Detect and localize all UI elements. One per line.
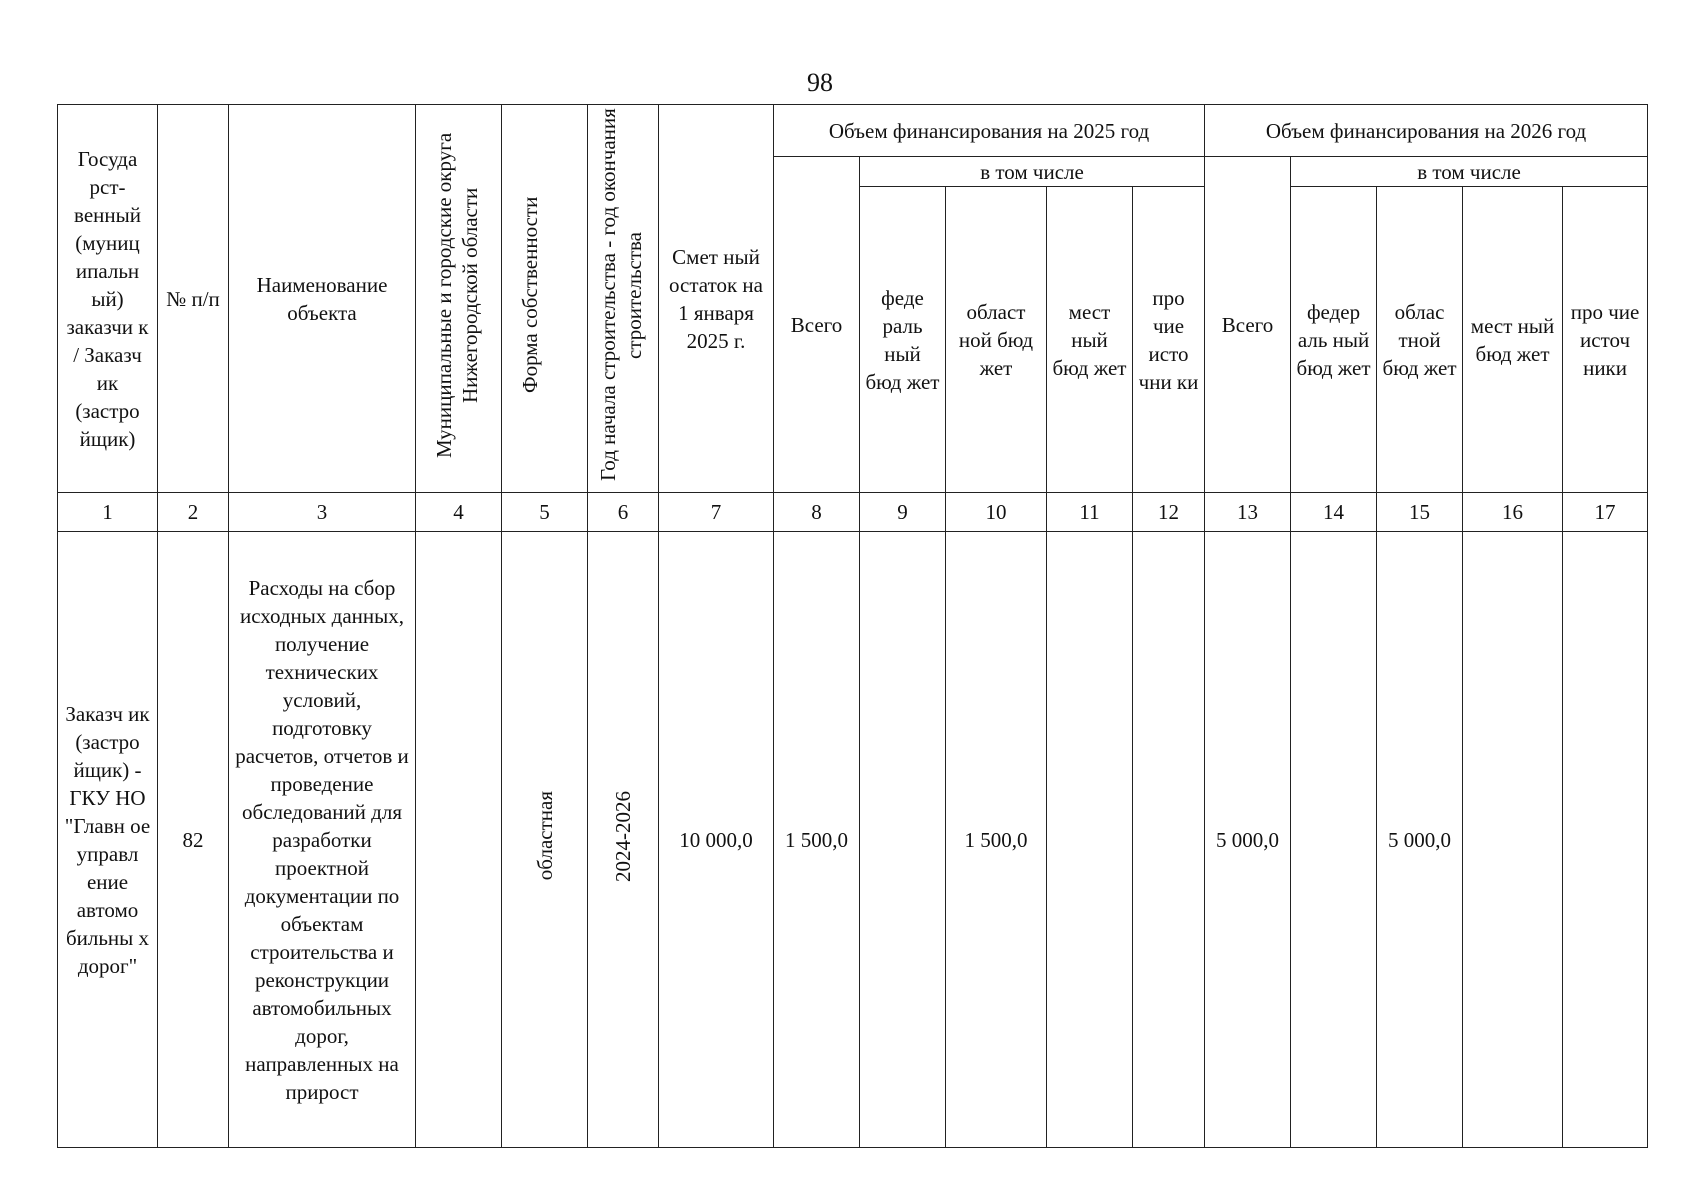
header-years: Год начала строительства - год окончания строительства [588,105,659,493]
cell-total-2025: 1 500,0 [774,532,860,1148]
page-number: 98 [807,68,833,97]
column-number: 3 [229,493,416,532]
column-number: 11 [1047,493,1133,532]
header-federal-2026: федер аль ный бюд жет [1291,187,1377,493]
header-ownership: Форма собственности [502,105,588,493]
header-local-2025: мест ный бюд жет [1047,187,1133,493]
header-including-2026: в том числе [1291,157,1648,187]
column-number: 1 [58,493,158,532]
column-number: 4 [416,493,502,532]
column-number: 12 [1133,493,1205,532]
header-regional-2025: област ной бюд жет [946,187,1047,493]
cell-local-2026 [1463,532,1563,1148]
header-number: № п/п [158,105,229,493]
cell-local-2025 [1047,532,1133,1148]
header-local-2026: мест ный бюд жет [1463,187,1563,493]
cell-other-2026 [1563,532,1648,1148]
column-number: 14 [1291,493,1377,532]
column-number: 13 [1205,493,1291,532]
table-row [58,532,1648,1148]
financing-table [57,104,1648,1148]
cell-estimated-balance: 10 000,0 [659,532,774,1148]
header-group-2026: Объем финансирования на 2026 год [1205,105,1648,157]
column-number: 17 [1563,493,1648,532]
header-regional-2026: облас тной бюд жет [1377,187,1463,493]
cell-other-2025 [1133,532,1205,1148]
cell-object-name: Расходы на сбор исходных данных, получение технических условий, подготовку расчетов, отчетов и проведение обследований для разработки проектной документации по объектам строительства и реконструкции автомобильных дорог, направленных на прирост [229,532,416,1148]
header-federal-2025: феде раль ный бюд жет [860,187,946,493]
header-group-2025: Объем финансирования на 2025 год [774,105,1205,157]
cell-municipality [416,532,502,1148]
cell-customer: Заказч ик (застро йщик) - ГКУ НО "Главн ое управл ение автомо бильны х дорог" [58,532,158,1148]
cell-years: 2024-2026 [588,532,659,1148]
header-total-2025: Всего [774,157,860,493]
cell-total-2026: 5 000,0 [1205,532,1291,1148]
cell-federal-2026 [1291,532,1377,1148]
column-number: 6 [588,493,659,532]
cell-ownership: областная [502,532,588,1148]
column-number: 16 [1463,493,1563,532]
column-number: 15 [1377,493,1463,532]
header-including-2025: в том числе [860,157,1205,187]
header-total-2026: Всего [1205,157,1291,493]
header-object-name: Наименование объекта [229,105,416,493]
cell-federal-2025 [860,532,946,1148]
cell-number: 82 [158,532,229,1148]
header-municipality: Муниципальные и городские округа Нижегородской области [416,105,502,493]
header-other-2025: про чие исто чни ки [1133,187,1205,493]
column-number: 8 [774,493,860,532]
column-number: 5 [502,493,588,532]
header-customer: Госуда рст- венный (муниц ипальн ый) заказчи к / Заказч ик (застро йщик) [58,105,158,493]
cell-regional-2026: 5 000,0 [1377,532,1463,1148]
header-estimated-balance: Смет ный остаток на 1 января 2025 г. [659,105,774,493]
column-number: 7 [659,493,774,532]
header-other-2026: про чие источ ники [1563,187,1648,493]
column-number: 2 [158,493,229,532]
column-number: 9 [860,493,946,532]
column-number: 10 [946,493,1047,532]
cell-regional-2025: 1 500,0 [946,532,1047,1148]
